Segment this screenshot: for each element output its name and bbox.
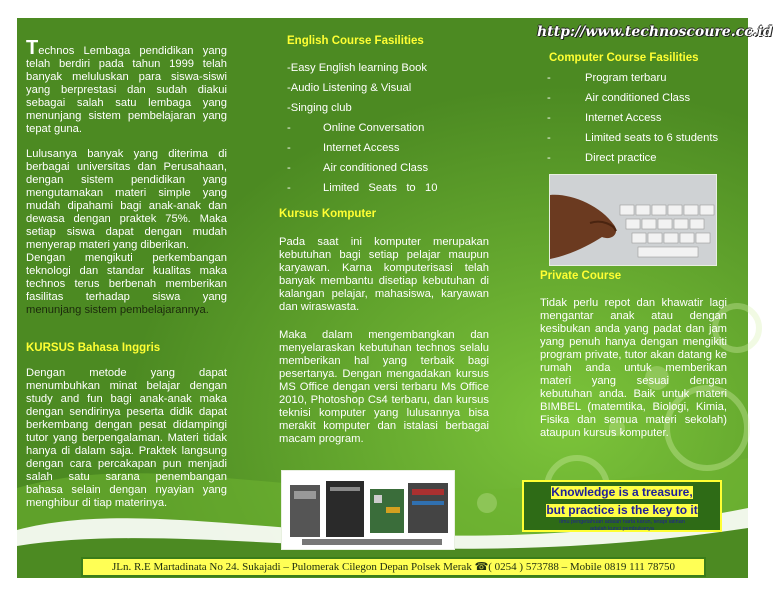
private-course-title: Private Course bbox=[540, 270, 622, 282]
list-item: -Easy English learning Book bbox=[287, 62, 427, 74]
quote-box bbox=[522, 480, 722, 532]
list-item: -Audio Listening & Visual bbox=[287, 82, 412, 94]
technology-text: Dengan mengikuti perkembangan teknologi dan standar kualitas maka technos terus berbenah memberikan fasilitas terhadap siswa yang bbox=[26, 252, 227, 303]
english-facilities-list bbox=[287, 58, 477, 198]
list-item: - Limited seats to 6 students bbox=[547, 132, 719, 144]
left-column bbox=[26, 37, 227, 329]
computer-parts-image bbox=[281, 470, 455, 550]
address-footer: JLn. R.E Martadinata No 24. Sukajadi – Pulomerak Cilegon Depan Polsek Merak ☎( 0254 ) 573788 – Mobile 0819 111 78750 bbox=[81, 557, 706, 577]
drop-cap: T bbox=[26, 37, 39, 59]
intro-paragraph bbox=[26, 37, 227, 136]
computer-course-title: Kursus Komputer bbox=[279, 208, 377, 220]
list-item: - Air conditioned Class bbox=[287, 162, 429, 174]
list-item: - Limited Seats to 10 bbox=[287, 182, 438, 194]
intro-text: echnos Lembaga pendidikan yang telah berdiri pada tahun 1999 telah banyak meluluskan para siswa-siswi yang berprestasi dan sudah diakui sebagai salah satu lembaga yang menunjang sistem pembelajaran yang tepat guna. bbox=[26, 45, 227, 135]
computer-course-text-2: Maka dalam mengembangkan dan menyelaraskan kebutuhan technos selalu memberikan hal yang terbaik bagi pesertanya. Dengan mengadakan kursus MS Office dengan versi terbaru Ms Office 2010, Photoshop Cs4 terbaru, dan kursus teknisi komputer yang lulusannya bisa merakit komputer dan istalasi berbagai macam program. bbox=[279, 329, 489, 445]
list-item: - Internet Access bbox=[287, 142, 400, 154]
list-item: - Online Conversation bbox=[287, 122, 425, 134]
quote-line-1: Knowledge is a treasure, bbox=[551, 485, 693, 499]
english-course-text: Dengan metode yang dapat menumbuhkan minat belajar dengan study and fun bagi anak-anak maka dengan sendirinya peserta didik dapat berkembang dengan pesat didampingi tutor yang berpengalaman. Materi tidak hanya di dalam saja. Praktek langsung dengan cara percakapan pun menjadi salah satu sarana penembangan bahasa selain dengan nyayian yang menghibur di tiap materinya. bbox=[26, 367, 227, 509]
quote-translation-2: adalah kunci pembukanya bbox=[590, 526, 654, 532]
graduates-paragraph: Lulusanya banyak yang diterima di berbagai universitas dan Perusahaan, dengan sistem pendidikan yang mengutamakan materi simple yang mudah dipahami bagi anak-anak dan dewasa dengan praktek 75%. Maka setiap siswa dapat dengan mudah menyerap materi yang diberikan. bbox=[26, 148, 227, 251]
brochure bbox=[17, 18, 773, 578]
computer-course-text-1: Pada saat ini komputer merupakan kebutuhan bagi setiap pelajar maupun karyawan. Karna komputerisasi telah banyak membantu disetiap kebutuhan di kalangan pelajar, mahasiswa, karyawan dan wiraswasta. bbox=[279, 236, 489, 313]
english-course-title: KURSUS Bahasa Inggris bbox=[26, 342, 161, 354]
technology-text-end: menunjang sistem pembelajarannya. bbox=[26, 304, 209, 316]
list-item: - Internet Access bbox=[547, 112, 662, 124]
list-item: - Air conditioned Class bbox=[547, 92, 691, 104]
computer-facilities-list bbox=[547, 68, 747, 168]
quote-translation-1: Ilmu pengetahuan adalah harta karun, tetapi latihan bbox=[559, 519, 685, 525]
website-url[interactable]: http://www.technoscoure.cc.id bbox=[537, 24, 773, 40]
private-course-text: Tidak perlu repot dan khawatir lagi mengantar anak atau dengan kesibukan anda yang padat dan jam yang penuh hanya dengan mengikiti program private, tutor akan datang ke rumah anda untuk memberikan materi yang sesuai dengan kebutuhan anda. Baik untuk materi BIMBEL (matemtika, Biologi, Kimia, Fisika dan semua materi sekolah) ataupun kursus komputer. bbox=[540, 297, 727, 439]
computer-facilities-title: Computer Course Fasilities bbox=[549, 52, 699, 64]
keyboard-hand-image bbox=[549, 174, 717, 266]
technology-paragraph bbox=[26, 252, 227, 317]
english-facilities-title: English Course Fasilities bbox=[287, 35, 424, 47]
list-item: - Direct practice bbox=[547, 152, 657, 164]
quote-line-2: but practice is the key to it bbox=[546, 503, 698, 517]
list-item: - Program terbaru bbox=[547, 72, 667, 84]
list-item: -Singing club bbox=[287, 102, 352, 114]
